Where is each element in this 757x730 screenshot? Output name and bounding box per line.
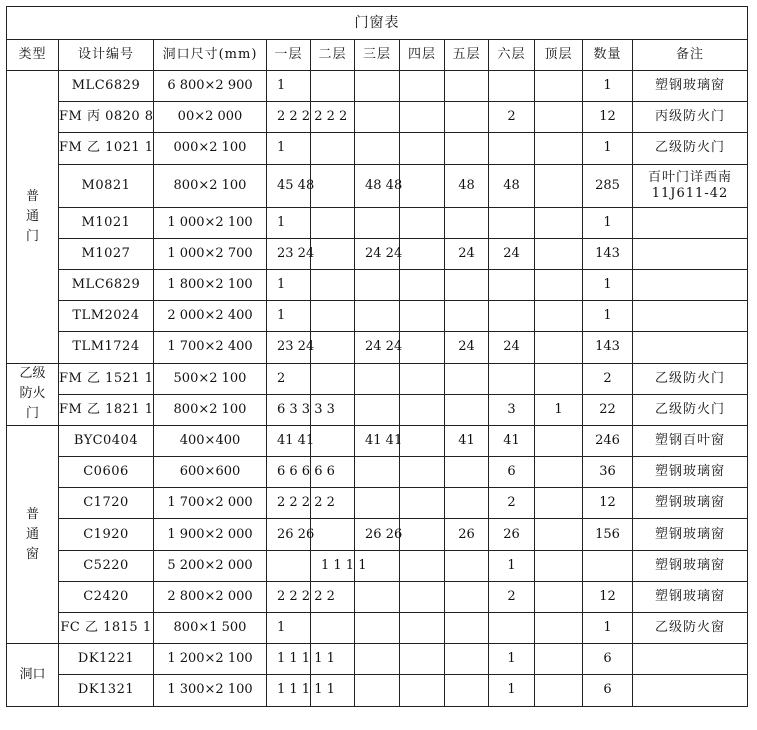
quantity-cell: 12	[583, 581, 633, 612]
table-row	[7, 269, 748, 300]
floor-5-cell	[445, 394, 489, 425]
table-row	[7, 581, 748, 612]
floor-3-cell	[355, 269, 400, 300]
top-floor-cell	[535, 207, 583, 238]
floor-6-cell: 1	[489, 550, 535, 581]
table-row	[7, 675, 748, 706]
category-cell: 普 通 窗	[7, 425, 59, 643]
code-cell: C0606	[59, 457, 154, 488]
floor-2-cell: 1 1 1 1	[311, 550, 355, 581]
remarks-cell: 塑钢玻璃窗	[633, 519, 748, 550]
floor-1-cell: 1	[267, 133, 311, 164]
size-cell: 600×600	[154, 457, 267, 488]
floor-1-cell: 1	[267, 207, 311, 238]
title-row	[7, 7, 748, 40]
header-row	[7, 40, 748, 71]
table-row	[7, 519, 748, 550]
floor-1-cell: 2 2 2 2 2	[267, 488, 311, 519]
top-floor-cell	[535, 71, 583, 102]
top-floor-cell	[535, 488, 583, 519]
table-row	[7, 102, 748, 133]
floor-5-cell	[445, 301, 489, 332]
floor-3-cell: 48 48	[355, 164, 400, 207]
top-floor-cell	[535, 644, 583, 675]
code-cell: DK1321	[59, 675, 154, 706]
floor-6-cell: 1	[489, 644, 535, 675]
floor-5-cell	[445, 550, 489, 581]
table-row	[7, 488, 748, 519]
floor-2-cell	[311, 363, 355, 394]
size-cell: 1 000×2 700	[154, 238, 267, 269]
floor-5-cell	[445, 644, 489, 675]
floor-5-cell: 48	[445, 164, 489, 207]
size-cell: 800×2 100	[154, 164, 267, 207]
table-row	[7, 613, 748, 644]
header-floor-5: 五层	[445, 40, 489, 71]
floor-3-cell	[355, 102, 400, 133]
floor-1-cell: 23 24	[267, 238, 311, 269]
table-row	[7, 550, 748, 581]
floor-3-cell	[355, 301, 400, 332]
quantity-cell: 143	[583, 238, 633, 269]
floor-3-cell: 41 41	[355, 425, 400, 456]
floor-4-cell	[400, 301, 445, 332]
table-row	[7, 425, 748, 456]
remarks-cell: 塑钢玻璃窗	[633, 581, 748, 612]
quantity-cell: 6	[583, 644, 633, 675]
floor-3-cell: 26 26	[355, 519, 400, 550]
floor-5-cell: 41	[445, 425, 489, 456]
header-floor-3: 三层	[355, 40, 400, 71]
top-floor-cell	[535, 238, 583, 269]
floor-3-cell	[355, 363, 400, 394]
floor-4-cell	[400, 394, 445, 425]
size-cell: 1 000×2 100	[154, 207, 267, 238]
floor-6-cell: 2	[489, 581, 535, 612]
table-row	[7, 207, 748, 238]
size-cell: 800×1 500	[154, 613, 267, 644]
floor-4-cell	[400, 425, 445, 456]
floor-5-cell	[445, 71, 489, 102]
remarks-cell: 塑钢玻璃窗	[633, 550, 748, 581]
floor-1-cell: 1	[267, 71, 311, 102]
floor-3-cell	[355, 613, 400, 644]
floor-6-cell: 1	[489, 675, 535, 706]
remarks-cell: 塑钢玻璃窗	[633, 71, 748, 102]
top-floor-cell	[535, 425, 583, 456]
floor-3-cell	[355, 644, 400, 675]
floor-1-cell: 41 41	[267, 425, 311, 456]
table-row	[7, 363, 748, 394]
floor-6-cell: 24	[489, 238, 535, 269]
floor-2-cell	[311, 519, 355, 550]
floor-6-cell: 48	[489, 164, 535, 207]
quantity-cell: 12	[583, 102, 633, 133]
remarks-cell: 乙级防火门	[633, 133, 748, 164]
size-cell: 5 200×2 000	[154, 550, 267, 581]
floor-5-cell	[445, 675, 489, 706]
quantity-cell: 143	[583, 332, 633, 363]
floor-1-cell: 6 3 3 3 3	[267, 394, 311, 425]
code-cell: BYC0404	[59, 425, 154, 456]
code-cell: FM 丙 0820 8	[59, 102, 154, 133]
top-floor-cell: 1	[535, 394, 583, 425]
top-floor-cell	[535, 102, 583, 133]
floor-4-cell	[400, 644, 445, 675]
quantity-cell: 1	[583, 207, 633, 238]
floor-3-cell	[355, 207, 400, 238]
quantity-cell: 246	[583, 425, 633, 456]
floor-3-cell: 24 24	[355, 238, 400, 269]
code-cell: C2420	[59, 581, 154, 612]
size-cell: 400×400	[154, 425, 267, 456]
table-title: 门窗表	[7, 7, 748, 40]
header-floor-1: 一层	[267, 40, 311, 71]
floor-1-cell: 2	[267, 363, 311, 394]
top-floor-cell	[535, 457, 583, 488]
floor-4-cell	[400, 488, 445, 519]
size-cell: 1 800×2 100	[154, 269, 267, 300]
quantity-cell: 285	[583, 164, 633, 207]
code-cell: M0821	[59, 164, 154, 207]
remarks-cell	[633, 332, 748, 363]
floor-6-cell: 24	[489, 332, 535, 363]
floor-5-cell	[445, 269, 489, 300]
floor-2-cell	[311, 133, 355, 164]
quantity-cell: 22	[583, 394, 633, 425]
floor-4-cell	[400, 613, 445, 644]
floor-3-cell	[355, 394, 400, 425]
header-code: 设计编号	[59, 40, 154, 71]
top-floor-cell	[535, 675, 583, 706]
floor-1-cell: 6 6 6 6 6	[267, 457, 311, 488]
floor-5-cell	[445, 457, 489, 488]
header-quantity: 数量	[583, 40, 633, 71]
remarks-cell	[633, 644, 748, 675]
remarks-cell	[633, 301, 748, 332]
category-cell: 乙级 防火 门	[7, 363, 59, 425]
top-floor-cell	[535, 613, 583, 644]
quantity-cell: 1	[583, 133, 633, 164]
floor-5-cell	[445, 363, 489, 394]
size-cell: 2 000×2 400	[154, 301, 267, 332]
floor-5-cell	[445, 207, 489, 238]
floor-4-cell	[400, 102, 445, 133]
floor-3-cell: 24 24	[355, 332, 400, 363]
table-row	[7, 238, 748, 269]
code-cell: M1027	[59, 238, 154, 269]
header-type: 类型	[7, 40, 59, 71]
floor-4-cell	[400, 133, 445, 164]
floor-1-cell: 1	[267, 613, 311, 644]
floor-3-cell	[355, 457, 400, 488]
floor-2-cell	[311, 425, 355, 456]
floor-1-cell: 1	[267, 269, 311, 300]
code-cell: TLM2024	[59, 301, 154, 332]
quantity-cell: 1	[583, 71, 633, 102]
top-floor-cell	[535, 519, 583, 550]
code-cell: FM 乙 1521 1	[59, 363, 154, 394]
size-cell: 800×2 100	[154, 394, 267, 425]
floor-3-cell	[355, 581, 400, 612]
quantity-cell	[583, 550, 633, 581]
quantity-cell: 1	[583, 301, 633, 332]
size-cell: 2 800×2 000	[154, 581, 267, 612]
floor-6-cell	[489, 363, 535, 394]
floor-4-cell	[400, 519, 445, 550]
header-size: 洞口尺寸(mm)	[154, 40, 267, 71]
top-floor-cell	[535, 363, 583, 394]
floor-5-cell: 24	[445, 238, 489, 269]
floor-5-cell	[445, 488, 489, 519]
code-cell: MLC6829	[59, 71, 154, 102]
top-floor-cell	[535, 301, 583, 332]
remarks-cell	[633, 675, 748, 706]
floor-6-cell: 26	[489, 519, 535, 550]
floor-2-cell	[311, 71, 355, 102]
floor-1-cell: 1 1 1 1 1	[267, 675, 311, 706]
floor-5-cell	[445, 581, 489, 612]
size-cell: 500×2 100	[154, 363, 267, 394]
quantity-cell: 156	[583, 519, 633, 550]
floor-2-cell	[311, 269, 355, 300]
table-row	[7, 133, 748, 164]
remarks-cell: 百叶门详西南 11J611-42	[633, 164, 748, 207]
door-window-schedule	[6, 6, 748, 707]
category-cell: 洞口	[7, 644, 59, 706]
code-cell: FC 乙 1815 1	[59, 613, 154, 644]
remarks-cell: 塑钢百叶窗	[633, 425, 748, 456]
floor-4-cell	[400, 363, 445, 394]
floor-2-cell	[311, 301, 355, 332]
header-floor-4: 四层	[400, 40, 445, 71]
code-cell: MLC6829	[59, 269, 154, 300]
table-row	[7, 457, 748, 488]
table-row	[7, 394, 748, 425]
floor-1-cell: 23 24	[267, 332, 311, 363]
floor-4-cell	[400, 550, 445, 581]
size-cell: 000×2 100	[154, 133, 267, 164]
floor-6-cell	[489, 613, 535, 644]
code-cell: C5220	[59, 550, 154, 581]
quantity-cell: 36	[583, 457, 633, 488]
quantity-cell: 1	[583, 269, 633, 300]
remarks-cell: 塑钢玻璃窗	[633, 457, 748, 488]
floor-2-cell	[311, 207, 355, 238]
floor-6-cell: 3	[489, 394, 535, 425]
floor-5-cell	[445, 102, 489, 133]
header-floor-2: 二层	[311, 40, 355, 71]
floor-4-cell	[400, 164, 445, 207]
schedule-table	[6, 6, 748, 707]
code-cell: C1720	[59, 488, 154, 519]
floor-3-cell	[355, 488, 400, 519]
category-cell: 普 通 门	[7, 71, 59, 364]
floor-1-cell: 1	[267, 301, 311, 332]
floor-6-cell: 2	[489, 102, 535, 133]
top-floor-cell	[535, 332, 583, 363]
floor-1-cell: 2 2 2 2 2 2	[267, 102, 311, 133]
floor-2-cell	[311, 164, 355, 207]
floor-5-cell: 26	[445, 519, 489, 550]
size-cell: 6 800×2 900	[154, 71, 267, 102]
floor-2-cell	[311, 332, 355, 363]
size-cell: 00×2 000	[154, 102, 267, 133]
floor-6-cell	[489, 269, 535, 300]
floor-3-cell	[355, 675, 400, 706]
floor-6-cell: 6	[489, 457, 535, 488]
size-cell: 1 300×2 100	[154, 675, 267, 706]
floor-5-cell	[445, 133, 489, 164]
remarks-cell: 丙级防火门	[633, 102, 748, 133]
table-row	[7, 644, 748, 675]
header-top-floor: 顶层	[535, 40, 583, 71]
floor-2-cell	[311, 613, 355, 644]
table-row	[7, 301, 748, 332]
floor-3-cell	[355, 133, 400, 164]
remarks-cell: 乙级防火窗	[633, 613, 748, 644]
floor-6-cell	[489, 71, 535, 102]
table-row	[7, 332, 748, 363]
floor-4-cell	[400, 269, 445, 300]
floor-6-cell: 41	[489, 425, 535, 456]
remarks-cell: 乙级防火门	[633, 394, 748, 425]
floor-3-cell	[355, 71, 400, 102]
floor-6-cell	[489, 133, 535, 164]
remarks-cell	[633, 238, 748, 269]
quantity-cell: 12	[583, 488, 633, 519]
floor-4-cell	[400, 457, 445, 488]
size-cell: 1 700×2 400	[154, 332, 267, 363]
code-cell: C1920	[59, 519, 154, 550]
floor-1-cell: 1 1 1 1 1	[267, 644, 311, 675]
size-cell: 1 900×2 000	[154, 519, 267, 550]
table-row	[7, 71, 748, 102]
floor-4-cell	[400, 238, 445, 269]
floor-2-cell	[311, 238, 355, 269]
remarks-cell: 乙级防火门	[633, 363, 748, 394]
size-cell: 1 200×2 100	[154, 644, 267, 675]
remarks-cell	[633, 269, 748, 300]
floor-1-cell	[267, 550, 311, 581]
top-floor-cell	[535, 164, 583, 207]
quantity-cell: 6	[583, 675, 633, 706]
table-row	[7, 164, 748, 207]
code-cell: FM 乙 1021 1	[59, 133, 154, 164]
floor-1-cell: 2 2 2 2 2	[267, 581, 311, 612]
floor-5-cell	[445, 613, 489, 644]
code-cell: M1021	[59, 207, 154, 238]
top-floor-cell	[535, 133, 583, 164]
floor-6-cell	[489, 301, 535, 332]
floor-5-cell: 24	[445, 332, 489, 363]
floor-1-cell: 45 48	[267, 164, 311, 207]
header-remarks: 备注	[633, 40, 748, 71]
floor-4-cell	[400, 207, 445, 238]
top-floor-cell	[535, 550, 583, 581]
remarks-cell	[633, 207, 748, 238]
floor-4-cell	[400, 581, 445, 612]
code-cell: TLM1724	[59, 332, 154, 363]
top-floor-cell	[535, 581, 583, 612]
floor-1-cell: 26 26	[267, 519, 311, 550]
floor-4-cell	[400, 675, 445, 706]
quantity-cell: 2	[583, 363, 633, 394]
code-cell: FM 乙 1821 1	[59, 394, 154, 425]
top-floor-cell	[535, 269, 583, 300]
floor-4-cell	[400, 332, 445, 363]
floor-6-cell: 2	[489, 488, 535, 519]
size-cell: 1 700×2 000	[154, 488, 267, 519]
header-floor-6: 六层	[489, 40, 535, 71]
floor-6-cell	[489, 207, 535, 238]
remarks-cell: 塑钢玻璃窗	[633, 488, 748, 519]
floor-4-cell	[400, 71, 445, 102]
quantity-cell: 1	[583, 613, 633, 644]
code-cell: DK1221	[59, 644, 154, 675]
